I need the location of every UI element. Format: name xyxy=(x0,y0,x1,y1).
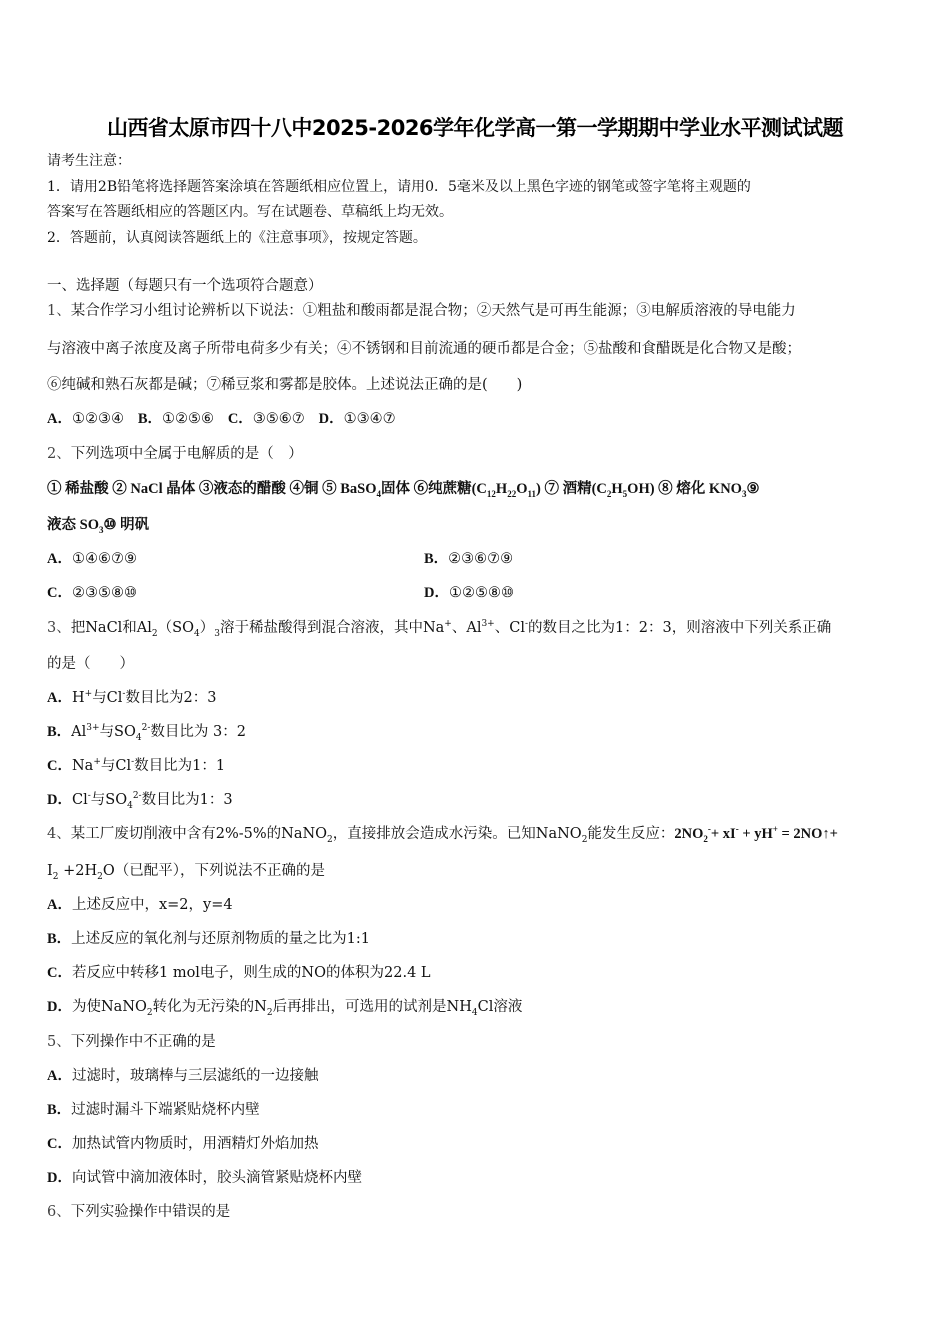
option-text: Al xyxy=(71,724,87,740)
option-label: A． xyxy=(47,1068,72,1084)
option-label: D． xyxy=(47,1170,72,1186)
question-1-line-3: ⑥纯碱和熟石灰都是碱；⑦稀豆浆和雾都是胶体。上述说法正确的是( ) xyxy=(47,377,523,393)
option-text: H xyxy=(71,690,85,706)
subscript: 3 xyxy=(98,524,104,535)
item-text: ⑩ 明矾 xyxy=(103,517,150,533)
equation-part: = 2NO↑+ xyxy=(777,826,838,842)
option-d-text: ①②⑤⑧⑩ xyxy=(448,585,514,601)
item-text: 固体 ⑥纯蔗糖(C xyxy=(380,481,487,497)
option-d-text: ①③④⑦ xyxy=(343,411,396,427)
question-4-option-a xyxy=(47,896,233,914)
subscript: 11 xyxy=(527,488,536,499)
superscript: + xyxy=(772,824,778,835)
option-text: 向试管中滴加液体时，胶头滴管紧贴烧杯内壁 xyxy=(71,1170,362,1186)
question-4-option-c xyxy=(47,964,431,982)
subscript: 2 xyxy=(151,628,158,639)
question-text: O（已配平），下列说法不正确的是 xyxy=(102,863,325,879)
question-1-line-2: 与溶液中离子浓度及离子所带电荷多少有关；④不锈钢和目前流通的硬币都是合金；⑤盐酸和食醋既是化合物又是酸； xyxy=(47,341,801,357)
option-text: 数目比为 3：2 xyxy=(150,724,246,740)
superscript: - xyxy=(735,824,739,835)
equation-part: + yH xyxy=(738,826,773,842)
question-text: 下列操作中不正确的是 xyxy=(70,1034,216,1050)
question-4-option-b xyxy=(47,930,370,948)
subscript: 4 xyxy=(193,628,200,639)
question-6-stem xyxy=(47,1203,230,1221)
question-3-line-2: 的是（ ） xyxy=(47,656,134,672)
equation-part: 2NO xyxy=(674,826,704,842)
superscript: 2- xyxy=(132,791,142,802)
question-1-line-1 xyxy=(47,302,796,320)
subscript: 12 xyxy=(486,488,496,499)
option-text: 数目比为1：3 xyxy=(141,792,233,808)
option-label: A． xyxy=(47,897,72,913)
option-text: 与SO xyxy=(90,792,128,808)
subscript: 22 xyxy=(507,488,517,499)
superscript: 3+ xyxy=(481,619,495,630)
superscript: 2- xyxy=(141,723,151,734)
item-text: ) ⑦ 酒精(C xyxy=(536,481,607,497)
question-3-option-d xyxy=(47,791,233,809)
option-a-label: A． xyxy=(47,411,72,427)
superscript: + xyxy=(93,757,101,768)
question-text: 某工厂废切削液中含有2%-5%的NaNO xyxy=(70,826,328,842)
option-label: A． xyxy=(47,690,72,706)
item-text: H xyxy=(611,481,623,497)
question-3-option-a xyxy=(47,689,216,707)
option-label: C． xyxy=(47,758,72,774)
question-text: +2H xyxy=(58,863,98,879)
question-text: I xyxy=(47,863,53,879)
option-label: D． xyxy=(47,792,72,808)
option-label: B． xyxy=(47,931,72,947)
subscript: 2 xyxy=(327,834,333,845)
section-heading: 一、选择题（每题只有一个选项符合题意） xyxy=(47,278,323,294)
superscript: - xyxy=(131,757,135,768)
question-text: 下列选项中全属于电解质的是（ ） xyxy=(70,446,303,462)
item-text: OH) ⑧ 熔化 KNO xyxy=(627,481,742,497)
question-1-options xyxy=(47,410,396,428)
question-number: 1、 xyxy=(47,303,71,319)
superscript: - xyxy=(87,791,91,802)
superscript: + xyxy=(84,689,93,700)
option-label: B． xyxy=(47,1102,72,1118)
question-text: 、Al xyxy=(451,620,482,636)
option-label: C． xyxy=(47,965,72,981)
option-d-label: D． xyxy=(318,411,344,427)
option-a-text: ①②③④ xyxy=(71,411,124,427)
option-c-label: C． xyxy=(47,585,72,601)
item-text: ① 稀盐酸 ② NaCl 晶体 ③液态的醋酸 ④铜 ⑤ BaSO xyxy=(47,481,377,497)
item-text: 液态 SO xyxy=(47,517,99,533)
option-text: 加热试管内物质时，用酒精灯外焰加热 xyxy=(71,1136,319,1152)
item-text: ⑨ xyxy=(746,481,760,497)
question-number: 4、 xyxy=(47,826,71,842)
notice-item-2: 2．答题前，认真阅读答题纸上的《注意事项》，按规定答题。 xyxy=(47,230,427,246)
question-4-line-2 xyxy=(47,862,325,880)
option-label: B． xyxy=(47,724,72,740)
option-label: D． xyxy=(47,999,72,1015)
superscript: + xyxy=(444,619,452,630)
option-label: C． xyxy=(47,1136,72,1152)
question-3-option-c xyxy=(47,757,225,775)
superscript: - xyxy=(707,824,711,835)
option-text: 过滤时漏斗下端紧贴烧杯内壁 xyxy=(71,1102,260,1118)
question-text: 的数目之比为1：2：3，则溶液中下列关系正确 xyxy=(528,620,832,636)
question-text: 下列实验操作中错误的是 xyxy=(70,1204,231,1220)
option-text: 数目比为1：1 xyxy=(134,758,226,774)
question-5-option-d xyxy=(47,1169,362,1187)
item-text: H xyxy=(495,481,508,497)
subscript: 4 xyxy=(471,1007,478,1018)
question-4-line-1 xyxy=(47,825,838,843)
option-text: 与SO xyxy=(99,724,136,740)
option-text: Cl xyxy=(71,792,88,808)
option-text: 与Cl xyxy=(92,690,123,706)
subscript: 3 xyxy=(214,628,220,639)
option-text: Na xyxy=(71,758,94,774)
question-number: 6、 xyxy=(47,1204,71,1220)
option-text: 过滤时，玻璃棒与三层滤纸的一边接触 xyxy=(71,1068,319,1084)
subscript: 2 xyxy=(606,488,612,499)
superscript: - xyxy=(524,619,529,630)
question-3-option-b xyxy=(47,723,246,741)
option-text: 后再排出，可选用的试剂是NH xyxy=(272,999,472,1015)
question-text: 某合作学习小组讨论辨析以下说法：①粗盐和酸雨都是混合物；②天然气是可再生能源；③电解质溶液的导电能力 xyxy=(70,303,796,319)
subscript: 5 xyxy=(622,488,628,499)
question-number: 5、 xyxy=(47,1034,71,1050)
question-2-items-line-2 xyxy=(47,516,149,534)
subscript: 2 xyxy=(581,834,588,845)
option-text: 转化为无污染的N xyxy=(152,999,267,1015)
subscript: 4 xyxy=(135,732,142,743)
subscript: 2 xyxy=(146,1007,153,1018)
subscript: 2 xyxy=(97,871,103,882)
subscript: 2 xyxy=(703,833,708,844)
question-text: 把NaCl和Al xyxy=(70,620,152,636)
option-b-label: B． xyxy=(137,411,162,427)
question-4-option-d xyxy=(47,998,522,1016)
question-3-line-1 xyxy=(47,619,831,637)
question-5-option-c xyxy=(47,1135,318,1153)
option-c-text: ②③⑤⑧⑩ xyxy=(71,585,137,601)
option-c-text: ③⑤⑥⑦ xyxy=(252,411,305,427)
question-2-line-1 xyxy=(47,445,303,463)
subscript: 2 xyxy=(52,871,59,882)
notice-heading: 请考生注意： xyxy=(47,153,131,169)
option-text: Cl溶液 xyxy=(477,999,523,1015)
superscript: - xyxy=(122,689,126,700)
subscript: 2 xyxy=(266,1007,273,1018)
question-5-option-b xyxy=(47,1101,260,1119)
option-text: 为使NaNO xyxy=(71,999,147,1015)
option-text: 数目比为2：3 xyxy=(125,690,217,706)
subscript: 4 xyxy=(376,488,381,499)
notice-item-1-cont: 答案写在答题纸相应的答题区内。写在试题卷、草稿纸上均无效。 xyxy=(47,204,453,220)
subscript: 4 xyxy=(127,800,133,811)
question-number: 2、 xyxy=(47,446,71,462)
document-title: 山西省太原市四十八中2025-2026学年化学高一第一学期期中学业水平测试试题 xyxy=(106,116,844,140)
question-5-option-a xyxy=(47,1067,318,1085)
question-number: 3、 xyxy=(47,620,71,636)
question-text: 溶于稀盐酸得到混合溶液，其中Na xyxy=(219,620,445,636)
reaction-equation xyxy=(674,826,838,842)
option-c-label: C． xyxy=(227,411,253,427)
question-2-items-line-1 xyxy=(47,480,759,498)
question-text: 、Cl xyxy=(494,620,525,636)
subscript: 3 xyxy=(741,488,747,499)
question-text: ，直接排放会造成水污染。已知NaNO xyxy=(332,826,582,842)
question-text: 能发生反应： xyxy=(587,826,675,842)
item-text: O xyxy=(516,481,528,497)
option-a-label: A． xyxy=(47,551,72,567)
option-a-text: ①④⑥⑦⑨ xyxy=(71,551,137,567)
option-text: 与Cl xyxy=(100,758,132,774)
option-text: 上述反应中，x=2，y=4 xyxy=(71,897,233,913)
option-text: 上述反应的氧化剂与还原剂物质的量之比为1:1 xyxy=(71,931,371,947)
option-d-label: D． xyxy=(424,585,449,601)
question-2-options-row-2 xyxy=(47,584,907,602)
option-text: 若反应中转移1 mol电子，则生成的NO的体积为22.4 L xyxy=(71,965,431,981)
question-text: ） xyxy=(199,620,215,636)
question-text: （SO xyxy=(157,620,194,636)
option-b-label: B． xyxy=(424,551,449,567)
notice-item-1: 1．请用2B铅笔将选择题答案涂填在答题纸相应位置上，请用0．5毫米及以上黑色字迹的钢笔或签字笔将主观题的 xyxy=(47,179,751,195)
question-2-options-row-1 xyxy=(47,550,907,568)
option-b-text: ②③⑥⑦⑨ xyxy=(448,551,514,567)
question-5-stem xyxy=(47,1033,216,1051)
superscript: 3+ xyxy=(86,723,100,734)
option-b-text: ①②⑤⑥ xyxy=(161,411,214,427)
equation-part: + xI xyxy=(710,826,736,842)
